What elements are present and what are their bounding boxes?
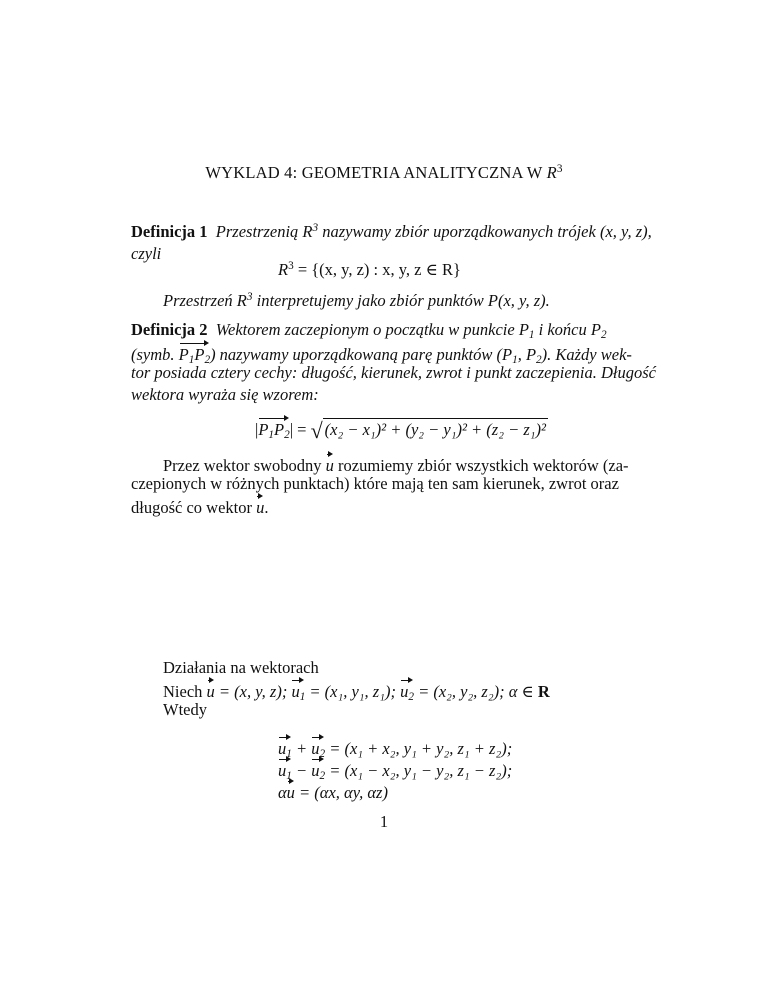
- definition-2-line-2: (symb. $P_1P_2$) nazywamy uporządkowaną parę punktów ($P_1$, $P_2$). Każdy wek-: [131, 342, 632, 365]
- definition-2-line-1: Definicja 2 Wektorem zaczepionym o początku w punkcie $P_1$ i końcu $P_2$: [131, 320, 607, 341]
- definition-2-line-4: wektora wyraża się wzorem:: [131, 385, 319, 404]
- page-number: 1: [379, 812, 389, 831]
- definition-1-label: Definicja 1: [131, 222, 208, 241]
- definition-2-line-3: tor posiada cztery cechy: długość, kierunek, zwrot i punkt zaczepienia. Długość: [131, 363, 656, 382]
- free-vector-line-2: czepionych w różnych punktach) które mają ten sam kierunek, zwrot oraz: [131, 474, 619, 493]
- vector-sum: $u_1 + u_2 = (x_1 + x_2$, y₁ + y₂, z₁ + z₂);: [278, 736, 512, 759]
- page-title: WYKLAD 4: GEOMETRIA ANALITYCZNA W $R^3$: [205, 162, 563, 182]
- definition-1-line-2: czyli: [131, 244, 162, 263]
- definition-1-line-1: Definicja 1 Przestrzenią $R^3$ nazywamy zbiór uporządkowanych trójek (x, y, z),: [131, 221, 652, 241]
- definition-2-label: Definicja 2: [131, 320, 208, 339]
- operations-heading: Działania na wektorach: [163, 658, 319, 677]
- free-vector-line-3: długość co wektor u.: [131, 495, 268, 518]
- operations-then: Wtedy: [163, 700, 207, 719]
- scalar-multiplication: αu = (αx, αy, αz): [278, 780, 388, 803]
- vector-length-formula: $|P_1P_2|$ = √ (x₂ − x₁)² + (y₂ − y₁)² + (z₂ − z₁)²: [255, 418, 546, 443]
- definition-1-formula: $R^3 = \{(x$, y, z) : x, y, z ∈ R}: [278, 259, 461, 279]
- free-vector-line-1: Przez wektor swobodny u rozumiemy zbiór wszystkich wektorów (za-: [163, 453, 629, 476]
- vector-difference: $u_1 - u_2 = (x_1 - x_2$, y₁ − y₂, z₁ − z₂);: [278, 758, 512, 781]
- operations-let-line: Niech u = (x, y, z); $u_1 = (x_1$, y₁, z₁); $u_2 = (x_2$, y₂, z₂); α ∈ R: [163, 679, 550, 702]
- definition-1-interpretation: Przestrzeń $R^3$ interpretujemy jako zbiór punktów P(x, y, z).: [163, 290, 550, 310]
